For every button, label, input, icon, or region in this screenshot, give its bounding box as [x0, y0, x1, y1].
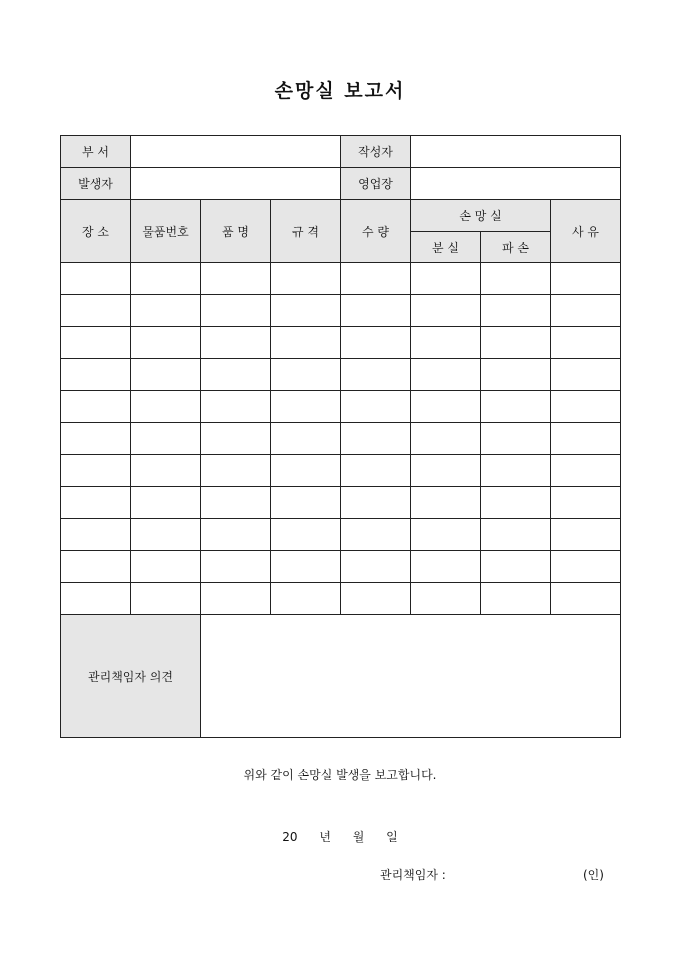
table-cell[interactable]: [271, 263, 341, 295]
table-cell[interactable]: [271, 391, 341, 423]
signature-label: 관리책임자 :: [380, 868, 446, 882]
table-cell[interactable]: [481, 423, 551, 455]
table-cell[interactable]: [131, 327, 201, 359]
table-cell[interactable]: [411, 583, 481, 615]
table-cell[interactable]: [341, 327, 411, 359]
table-cell[interactable]: [551, 519, 621, 551]
office-label: 영업장: [341, 168, 411, 200]
table-cell[interactable]: [131, 519, 201, 551]
table-cell[interactable]: [551, 295, 621, 327]
writer-label: 작성자: [341, 136, 411, 168]
office-field[interactable]: [411, 168, 621, 200]
table-cell[interactable]: [61, 423, 131, 455]
stamp-mark: (인): [583, 868, 604, 882]
table-cell[interactable]: [481, 359, 551, 391]
table-cell[interactable]: [341, 391, 411, 423]
table-cell[interactable]: [271, 295, 341, 327]
loss-report-table: [60, 135, 621, 738]
table-cell[interactable]: [551, 583, 621, 615]
table-cell[interactable]: [341, 455, 411, 487]
table-cell[interactable]: [411, 519, 481, 551]
date-line: 20 년 월 일: [282, 830, 398, 844]
table-cell[interactable]: [481, 295, 551, 327]
table-cell[interactable]: [201, 551, 271, 583]
table-cell[interactable]: [341, 263, 411, 295]
table-cell[interactable]: [551, 455, 621, 487]
table-cell[interactable]: [481, 391, 551, 423]
table-cell[interactable]: [551, 551, 621, 583]
table-cell[interactable]: [61, 583, 131, 615]
table-cell[interactable]: [61, 487, 131, 519]
table-cell[interactable]: [131, 423, 201, 455]
reporter-label: 발생자: [61, 168, 131, 200]
table-cell[interactable]: [61, 263, 131, 295]
table-cell[interactable]: [131, 295, 201, 327]
table-cell[interactable]: [551, 391, 621, 423]
table-cell[interactable]: [411, 423, 481, 455]
table-row: [61, 487, 621, 519]
table-cell[interactable]: [201, 391, 271, 423]
reporter-field[interactable]: [131, 168, 341, 200]
table-cell[interactable]: [271, 359, 341, 391]
table-cell[interactable]: [201, 359, 271, 391]
table-row: [61, 263, 621, 295]
table-cell[interactable]: [341, 487, 411, 519]
col-loss-group: 손 망 실: [411, 200, 551, 232]
table-cell[interactable]: [61, 391, 131, 423]
table-cell[interactable]: [61, 327, 131, 359]
table-cell[interactable]: [61, 359, 131, 391]
table-cell[interactable]: [551, 263, 621, 295]
table-cell[interactable]: [131, 551, 201, 583]
col-item-no: 물품번호: [131, 200, 201, 263]
table-cell[interactable]: [481, 263, 551, 295]
table-cell[interactable]: [551, 423, 621, 455]
table-row: [61, 391, 621, 423]
table-cell[interactable]: [411, 295, 481, 327]
table-cell[interactable]: [201, 583, 271, 615]
table-cell[interactable]: [131, 263, 201, 295]
table-cell[interactable]: [411, 327, 481, 359]
table-row: [61, 519, 621, 551]
col-lost: 분 실: [411, 232, 481, 263]
table-cell[interactable]: [271, 487, 341, 519]
opinion-label: 관리책임자 의견: [61, 615, 201, 738]
closing-statement: 위와 같이 손망실 발생을 보고합니다.: [243, 768, 437, 782]
table-cell[interactable]: [341, 359, 411, 391]
table-cell[interactable]: [341, 551, 411, 583]
col-item-name: 품 명: [201, 200, 271, 263]
table-cell[interactable]: [341, 583, 411, 615]
table-cell[interactable]: [411, 487, 481, 519]
table-cell[interactable]: [201, 327, 271, 359]
table-cell[interactable]: [131, 487, 201, 519]
col-qty: 수 량: [341, 200, 411, 263]
table-cell[interactable]: [341, 295, 411, 327]
table-cell[interactable]: [201, 295, 271, 327]
table-cell[interactable]: [61, 551, 131, 583]
table-cell[interactable]: [341, 423, 411, 455]
table-cell[interactable]: [61, 295, 131, 327]
table-cell[interactable]: [481, 551, 551, 583]
writer-field[interactable]: [411, 136, 621, 168]
table-cell[interactable]: [271, 583, 341, 615]
table-cell[interactable]: [551, 487, 621, 519]
table-cell[interactable]: [131, 359, 201, 391]
table-cell[interactable]: [201, 519, 271, 551]
table-cell[interactable]: [341, 519, 411, 551]
table-row: [61, 423, 621, 455]
opinion-field[interactable]: [201, 615, 621, 738]
table-cell[interactable]: [131, 391, 201, 423]
table-row: [61, 583, 621, 615]
table-cell[interactable]: [551, 359, 621, 391]
table-cell[interactable]: [481, 327, 551, 359]
col-spec: 규 격: [271, 200, 341, 263]
table-cell[interactable]: [481, 487, 551, 519]
col-place: 장 소: [61, 200, 131, 263]
table-cell[interactable]: [201, 455, 271, 487]
table-row: [61, 359, 621, 391]
table-row: [61, 327, 621, 359]
table-cell[interactable]: [271, 551, 341, 583]
table-cell[interactable]: [271, 455, 341, 487]
dept-label: 부 서: [61, 136, 131, 168]
table-row: [61, 295, 621, 327]
table-cell[interactable]: [551, 327, 621, 359]
col-damaged: 파 손: [481, 232, 551, 263]
dept-field[interactable]: [131, 136, 341, 168]
col-reason: 사 유: [551, 200, 621, 263]
table-cell[interactable]: [271, 423, 341, 455]
table-cell[interactable]: [271, 327, 341, 359]
page-title: 손망실 보고서: [274, 80, 406, 102]
table-cell[interactable]: [411, 263, 481, 295]
table-cell[interactable]: [131, 583, 201, 615]
table-cell[interactable]: [61, 519, 131, 551]
table-cell[interactable]: [481, 519, 551, 551]
table-cell[interactable]: [411, 391, 481, 423]
table-cell[interactable]: [131, 455, 201, 487]
table-cell[interactable]: [411, 359, 481, 391]
table-cell[interactable]: [201, 263, 271, 295]
table-cell[interactable]: [481, 455, 551, 487]
table-cell[interactable]: [411, 551, 481, 583]
table-row: [61, 551, 621, 583]
table-row: [61, 455, 621, 487]
table-cell[interactable]: [61, 455, 131, 487]
table-cell[interactable]: [411, 455, 481, 487]
table-cell[interactable]: [481, 583, 551, 615]
table-cell[interactable]: [201, 423, 271, 455]
table-cell[interactable]: [271, 519, 341, 551]
table-cell[interactable]: [201, 487, 271, 519]
